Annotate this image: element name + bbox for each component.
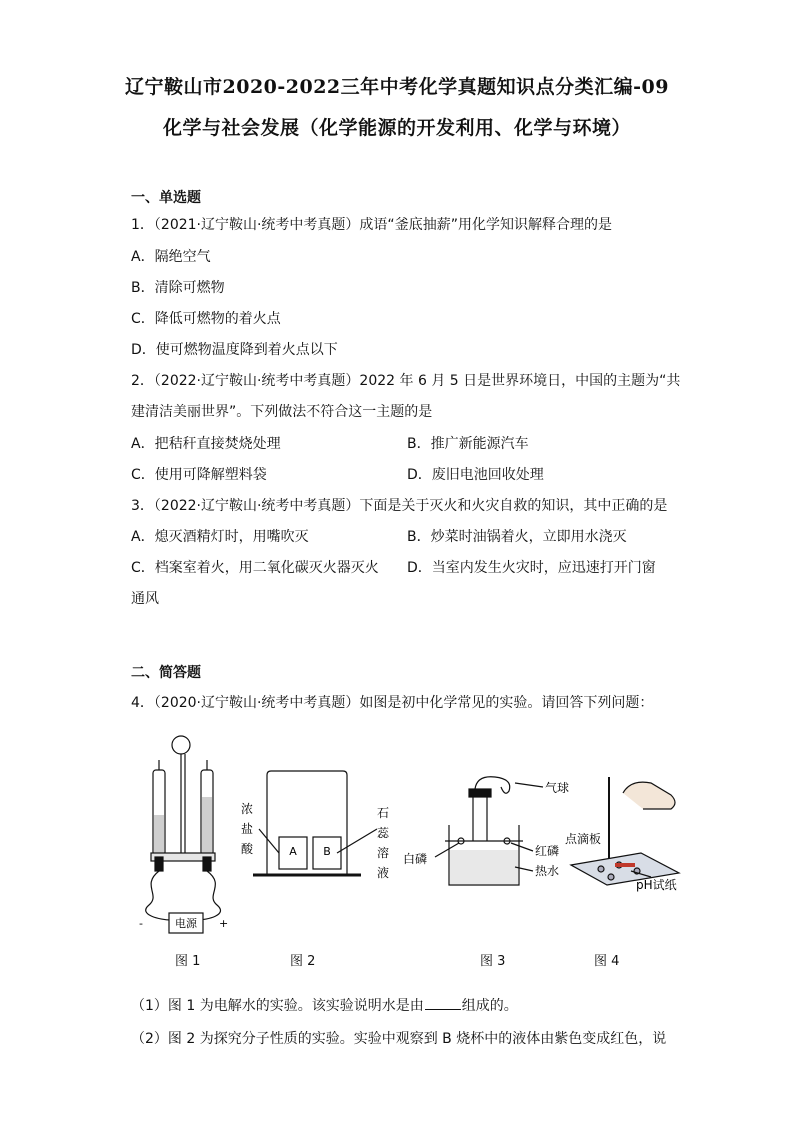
q4-sub2: （2）图 2 为探究分子性质的实验。实验中观察到 B 烧杯中的液体由紫色变成红色，说 — [131, 1031, 667, 1047]
figure2-caption: 图 2 — [290, 954, 316, 969]
fig2-right-char1: 石 — [377, 806, 390, 820]
fig2-right-char4: 液 — [377, 866, 390, 880]
q1-option-d: D．使可燃物温度降到着火点以下 — [131, 342, 338, 358]
q4-sub1-after: 组成的。 — [461, 998, 518, 1014]
answer-blank[interactable] — [425, 995, 461, 1010]
doc-title-line1: 辽宁鞍山市2020-2022三年中考化学真题知识点分类汇编-09 — [125, 76, 669, 98]
q1-option-a: A．隔绝空气 — [131, 249, 211, 265]
q3-option-a: A．熄灭酒精灯时，用嘴吹灭 — [131, 529, 309, 545]
q3-stem: 3．（2022·辽宁鞍山·统考中考真题）下面是关于灭火和火灾自救的知识，其中正确的是 — [131, 498, 668, 514]
q3-option-c: C．档案室着火，用二氧化碳灭火器灭火 — [131, 560, 379, 576]
fig1-plus-label: + — [219, 917, 229, 930]
figure4-caption: 图 4 — [594, 954, 620, 969]
fig4-plate-label: 点滴板 — [565, 832, 602, 846]
figure3-caption: 图 3 — [480, 954, 506, 969]
fig4-paper-label: pH试纸 — [636, 878, 677, 892]
section-short-answer: 二、简答题 — [131, 665, 201, 681]
fig3-white-phosphorus: 白磷 — [403, 852, 428, 866]
fig2-beaker-b: B — [323, 845, 331, 858]
fig2-left-char1: 浓 — [241, 802, 254, 816]
fig3-balloon-label: 气球 — [545, 781, 570, 795]
fig3-red-phosphorus: 红磷 — [535, 844, 560, 858]
q3-option-b: B．炒菜时油锅着火，立即用水浇灭 — [407, 529, 627, 545]
q2-option-c: C．使用可降解塑料袋 — [131, 467, 267, 483]
figure1-caption: 图 1 — [175, 954, 201, 969]
q3-option-d-line1: D．当室内发生火灾时，应迅速打开门窗 — [407, 560, 656, 576]
q1-option-b: B．清除可燃物 — [131, 280, 225, 296]
q2-stem-line2: 建清洁美丽世界”。下列做法不符合这一主题的是 — [131, 404, 433, 420]
fig2-beaker-a: A — [289, 845, 297, 858]
figure2-diffusion — [253, 771, 377, 875]
q4-stem: 4．（2020·辽宁鞍山·统考中考真题）如图是初中化学常见的实验。请回答下列问题： — [131, 695, 654, 711]
q3-option-d-line2: 通风 — [131, 591, 159, 607]
doc-title-line2: 化学与社会发展（化学能源的开发利用、化学与环境） — [162, 117, 631, 139]
fig2-right-char3: 溶 — [377, 846, 390, 860]
q2-option-a: A．把秸秆直接焚烧处理 — [131, 436, 281, 452]
fig2-left-char2: 盐 — [241, 822, 254, 836]
q2-stem-line1: 2．（2022·辽宁鞍山·统考中考真题）2022 年 6 月 5 日是世界环境日，中国的主题为“共 — [131, 373, 681, 389]
figure4-ph-test — [571, 777, 679, 885]
fig2-left-char3: 酸 — [241, 842, 254, 856]
figure1-electrolysis — [146, 736, 221, 933]
q1-stem: 1．（2021·辽宁鞍山·统考中考真题）成语“釜底抽薪”用化学知识解释合理的是 — [131, 217, 612, 233]
figure3-combustion — [435, 777, 543, 885]
section-single-choice: 一、单选题 — [131, 190, 201, 206]
fig1-power-label: 电源 — [175, 917, 197, 930]
experiment-figures — [131, 725, 691, 970]
q2-option-b: B．推广新能源汽车 — [407, 436, 529, 452]
q4-sub1 — [131, 995, 518, 1015]
q4-sub1-before: （1）图 1 为电解水的实验。该实验说明水是由 — [131, 998, 424, 1014]
q1-option-c: C．降低可燃物的着火点 — [131, 311, 281, 327]
q2-option-d: D．废旧电池回收处理 — [407, 467, 544, 483]
fig2-right-char2: 蕊 — [377, 826, 390, 840]
fig1-minus-label: - — [139, 917, 143, 930]
fig3-hot-water: 热水 — [535, 864, 560, 878]
